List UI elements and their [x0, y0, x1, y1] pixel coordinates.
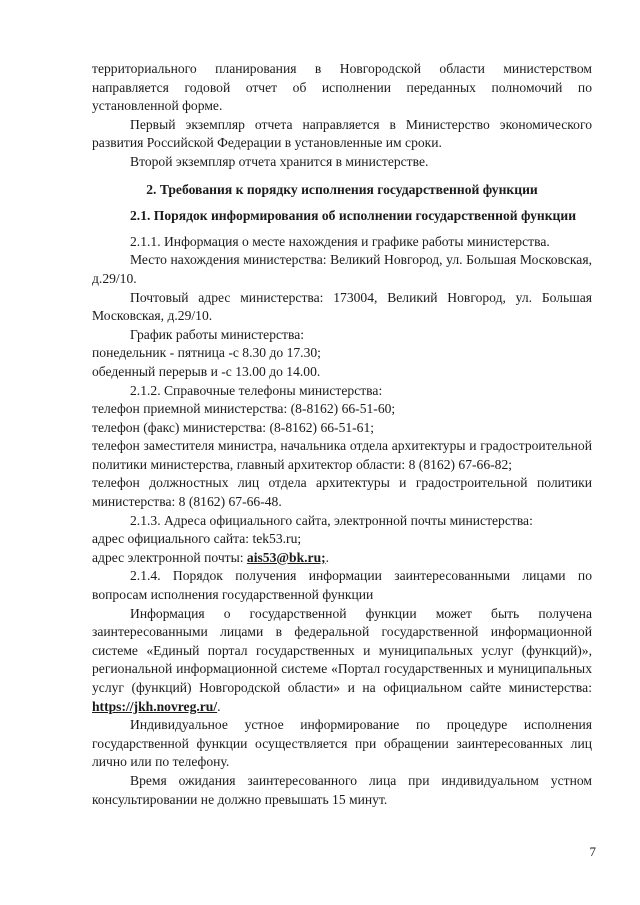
info-sources-text: Информация о государственной функции может быть получена заинтересованными лицами в федеральной государственной информационной системе «Единый портал государственных и муниципальных услуг (функций)», региональной информационной системе «Портал государственных и муниципальных услуг (функций) Новгородской области» и на официальном сайте министерства: [92, 605, 592, 695]
phone-officials: телефон должностных лиц отдела архитектуры и градостроительной политики министерства: 8 (8162) 67-66-48. [92, 475, 592, 510]
email-end: . [325, 549, 330, 565]
section-2-1-heading: 2.1. Порядок информирования об исполнении государственной функции [130, 208, 577, 224]
page-number: 7 [589, 844, 596, 859]
schedule-title: График работы министерства: [130, 326, 305, 342]
email-address-line [92, 549, 592, 568]
official-site-address: адрес официального сайта: tek53.ru; [92, 531, 302, 547]
email-label: адрес электронной почты: [92, 549, 247, 565]
paragraph-info-sources [92, 605, 592, 717]
schedule-weekdays: понедельник - пятница -с 8.30 до 17.30; [92, 345, 321, 361]
paragraph-second-copy: Второй экземпляр отчета хранится в министерстве. [130, 153, 429, 169]
paragraph-postal-address: Почтовый адрес министерства: 173004, Великий Новгород, ул. Большая Московская, д.29/10. [92, 289, 592, 324]
info-sources-end: . [217, 698, 221, 714]
paragraph-oral-informing: Индивидуальное устное информирование по процедуре исполнения государственной функции осуществляется при обращении заинтересованных лиц лично или по телефону. [92, 717, 592, 770]
paragraph-2-1-4: 2.1.4. Порядок получения информации заинтересованными лицами по вопросам исполнения государственной функции [92, 568, 592, 603]
phone-fax: телефон (факс) министерства: (8-8162) 66-51-61; [92, 419, 375, 435]
email-link[interactable]: ais53@bk.ru; [246, 549, 326, 565]
paragraph-wait-time: Время ожидания заинтересованного лица при индивидуальном устном консультировании не должно превышать 15 минут. [92, 772, 592, 807]
phone-reception: телефон приемной министерства: (8-8162) 66-51-60; [92, 401, 396, 417]
paragraph-first-copy: Первый экземпляр отчета направляется в Министерство экономического развития Российской Федерации в установленные им сроки. [92, 116, 592, 151]
paragraph-report-form: территориального планирования в Новгородской области министерством направляется годовой отчет об исполнении переданных полномочий по установленной форме. [92, 61, 592, 114]
phone-deputy: телефон заместителя министра, начальника отдела архитектуры и градостроительной политики министерства, главный архитектор области: 8 (8162) 67-66-82; [92, 438, 592, 472]
section-2-heading: 2. Требования к порядку исполнения государственной функции [146, 181, 538, 197]
paragraph-location: Место нахождения министерства: Великий Новгород, ул. Большая Московская, д.29/10. [92, 252, 592, 286]
official-site-link[interactable]: https://jkh.novreg.ru/ [92, 698, 218, 714]
paragraph-2-1-1: 2.1.1. Информация о месте нахождения и графике работы министерства. [130, 233, 550, 249]
paragraph-2-1-2: 2.1.2. Справочные телефоны министерства: [130, 382, 383, 398]
paragraph-2-1-3: 2.1.3. Адреса официального сайта, электронной почты министерства: [130, 512, 533, 528]
schedule-lunch: обеденный перерыв и -с 13.00 до 14.00. [92, 363, 321, 379]
